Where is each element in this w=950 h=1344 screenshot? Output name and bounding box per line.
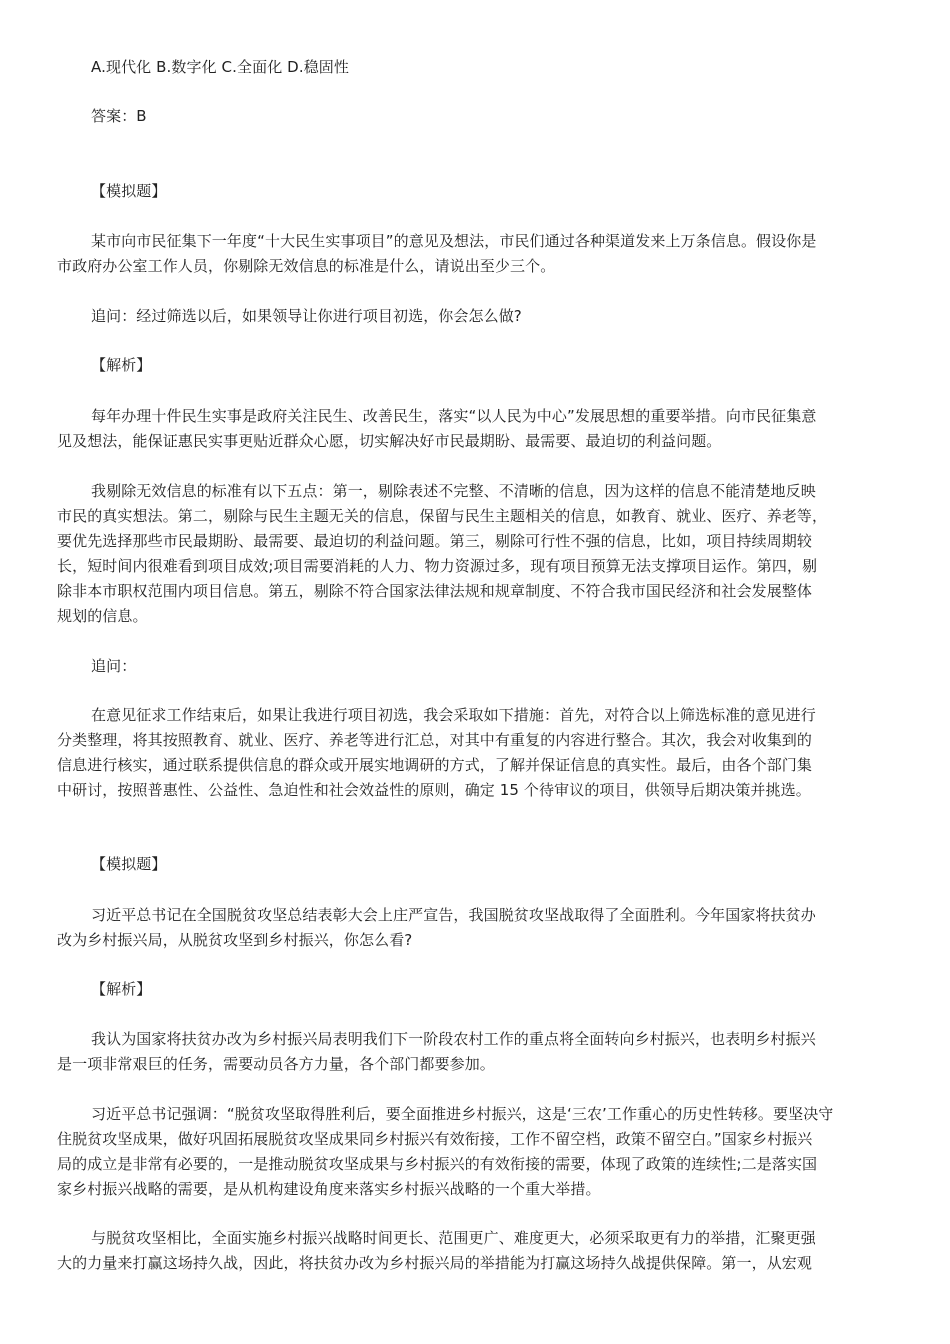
q2-p1-line-1: 我认为国家将扶贫办改为乡村振兴局表明我们下一阶段农村工作的重点将全面转向乡村振兴，也表明乡村振兴 xyxy=(91,1030,816,1048)
section-heading-simulation-1: 【模拟题】 xyxy=(91,182,167,200)
q1-p2-line-4: 长，短时间内很难看到项目成效;项目需要消耗的人力、物力资源过多，现有项目预算无法支撑项目运作。第四，剔 xyxy=(57,557,818,575)
q1-p3-line-3: 信息进行核实，通过联系提供信息的群众或开展实地调研的方式，了解并保证信息的真实性。最后，由各个部门集 xyxy=(57,756,813,774)
question-1-line-2: 市政府办公室工作人员，你剔除无效信息的标准是什么，请说出至少三个。 xyxy=(57,257,556,275)
q2-p2-line-1: 习近平总书记强调：“脱贫攻坚取得胜利后，要全面推进乡村振兴，这是‘三农’工作重心的历史性转移。要坚决守 xyxy=(91,1105,834,1123)
followup-question-1: 追问：经过筛选以后，如果领导让你进行项目初选，你会怎么做? xyxy=(91,307,522,325)
q1-p2-line-6: 规划的信息。 xyxy=(57,607,148,625)
q1-p2-line-5: 除非本市职权范围内项目信息。第五，剔除不符合国家法律法规和规章制度、不符合我市国民经济和社会发展整体 xyxy=(57,582,813,600)
followup-label-2: 追问： xyxy=(91,657,137,675)
q1-p2-line-2: 市民的真实想法。第二，剔除与民生主题无关的信息，保留与民生主题相关的信息，如教育、就业、医疗、养老等， xyxy=(57,507,828,525)
q1-p3-line-1: 在意见征求工作结束后，如果让我进行项目初选，我会采取如下措施：首先，对符合以上筛选标准的意见进行 xyxy=(91,706,816,724)
answer-options: A.现代化 B.数字化 C.全面化 D.稳固性 xyxy=(91,58,349,76)
analysis-heading-2: 【解析】 xyxy=(91,980,152,998)
question-2-line-2: 改为乡村振兴局，从脱贫攻坚到乡村振兴，你怎么看? xyxy=(57,931,413,949)
q2-p3-line-2: 大的力量来打赢这场持久战，因此，将扶贫办改为乡村振兴局的举措能为打赢这场持久战提供保障。第一，从宏观 xyxy=(57,1254,813,1272)
q1-p3-line-2: 分类整理，将其按照教育、就业、医疗、养老等进行汇总，对其中有重复的内容进行整合。其次，我会对收集到的 xyxy=(57,731,813,749)
q2-p2-line-4: 家乡村振兴战略的需要，是从机构建设角度来落实乡村振兴战略的一个重大举措。 xyxy=(57,1180,601,1198)
q2-p2-line-3: 局的成立是非常有必要的，一是推动脱贫攻坚成果与乡村振兴的有效衔接的需要，体现了政策的连续性;二是落实国 xyxy=(57,1155,818,1173)
q1-p2-line-3: 要优先选择那些市民最期盼、最需要、最迫切的利益问题。第三，剔除可行性不强的信息，比如，项目持续周期较 xyxy=(57,532,813,550)
q1-p1-line-2: 见及想法，能保证惠民实事更贴近群众心愿，切实解决好市民最期盼、最需要、最迫切的利益问题。 xyxy=(57,432,722,450)
q1-p2-line-1: 我剔除无效信息的标准有以下五点：第一，剔除表述不完整、不清晰的信息，因为这样的信息不能清楚地反映 xyxy=(91,482,816,500)
q2-p1-line-2: 是一项非常艰巨的任务，需要动员各方力量，各个部门都要参加。 xyxy=(57,1055,495,1073)
q2-p3-line-1: 与脱贫攻坚相比，全面实施乡村振兴战略时间更长、范围更广、难度更大，必须采取更有力的举措，汇聚更强 xyxy=(91,1229,816,1247)
q1-p1-line-1: 每年办理十件民生实事是政府关注民生、改善民生，落实“以人民为中心”发展思想的重要举措。向市民征集意 xyxy=(91,407,817,425)
q2-p2-line-2: 住脱贫攻坚成果，做好巩固拓展脱贫攻坚成果同乡村振兴有效衔接，工作不留空档，政策不留空白。”国家乡村振兴 xyxy=(57,1130,813,1148)
q1-p3-line-4: 中研讨，按照普惠性、公益性、急迫性和社会效益性的原则，确定 15 个待审议的项目，供领导后期决策并挑选。 xyxy=(57,781,811,799)
question-2-line-1: 习近平总书记在全国脱贫攻坚总结表彰大会上庄严宣告，我国脱贫攻坚战取得了全面胜利。今年国家将扶贫办 xyxy=(91,906,816,924)
question-1-line-1: 某市向市民征集下一年度“十大民生实事项目”的意见及想法，市民们通过各种渠道发来上万条信息。假设你是 xyxy=(91,232,817,250)
answer-line: 答案：B xyxy=(91,107,147,125)
analysis-heading-1: 【解析】 xyxy=(91,356,152,374)
section-heading-simulation-2: 【模拟题】 xyxy=(91,855,167,873)
